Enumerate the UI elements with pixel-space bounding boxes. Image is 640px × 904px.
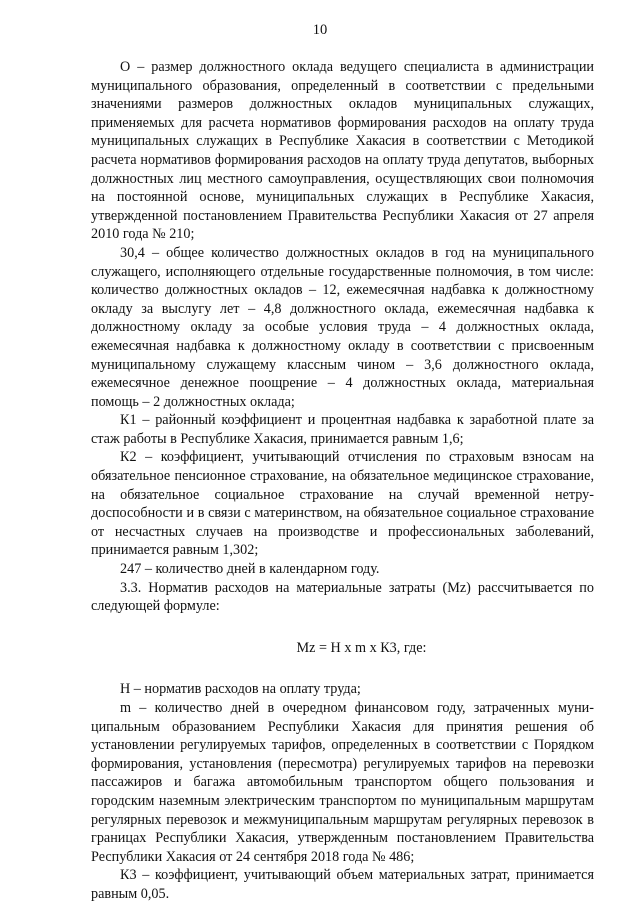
document-body [91, 58, 594, 904]
paragraph-247-definition: 247 – количество дней в календарном году. [120, 561, 380, 578]
paragraph-m-definition: m – количество дней в очередном финансовом году, затраченных муниципальным образованием Республики Хакасия для принятия решения об установлении регулируемых тарифов, определенных в соответствии с Порядком формирования, установления (пересмотра) регулируемых тарифов на перевозки пассажиров и багажа автомобильным транспортом общего пользования и городским наземным электрическим транспортом по муниципальным маршрутам регулярных перевозок и межмуниципальным маршрутам регулярных перевозок в границах Республики Хакасия, утвержденным постановлением Правительства Республики Хакасия от 24 сентября 2018 года № 486; [91, 700, 594, 865]
paragraph-k3-definition: К3 – коэффициент, учитывающий объем материальных затрат, принимается равным 0,05. [91, 867, 594, 902]
paragraph-h-definition: Н – норматив расходов на оплату труда; [120, 681, 361, 698]
paragraph-section-3-3: 3.3. Норматив расходов на материальные затраты (Mz) рассчитывается по следующей формуле: [91, 579, 594, 615]
paragraph-30-4-definition: 30,4 – общее количество должностных окладов в год на муниципального служащего, исполняющего отдельные государственные полномочия, в том числе: количество должностных окладов – 12, ежемесячная надбавка к должностному окладу за выслугу лет – 4,8 должностного оклада, ежемесячная надбавка к должностному окладу за особые условия труда – 4 должностных оклада, ежемесячная надбавка к должностному окладу в соответствии с присвоенным муниципальному служащему классным чином – 3,6 должностного оклада, ежемесячное денежное поощрение – 4 должностных оклада, материальная помощь – 2 должностных оклада; [91, 244, 594, 410]
page-number: 10 [312, 22, 328, 38]
formula-mz: Mz = Н х m х К3, где: [296, 639, 427, 656]
paragraph-k1-definition: К1 – районный коэффициент и процентная надбавка к заработной плате за стаж работы в Республике Хакасия, принимается равным 1,6; [91, 412, 594, 447]
paragraph-o-definition: О – размер должностного оклада ведущего специалиста в администрации муниципального образования, определенный в соответствии с предельными значениями размеров должностных окладов муниципальных служащих, применяемых для расчета нормативов формирования расходов на оплату труда муниципальных служащих в Республике Хакасия в соответствии с Методикой расчета нормативов формирования расходов на оплату труда депутатов, выборных должностных лиц местного самоуправления, осуществляющих свои полномочия на постоянной основе, муниципальных служащих в Республике Хакасия, утвержденной постановлением Правительства Республики Хакасия от 27 апреля 2010 года № 210; [91, 59, 594, 243]
paragraph-k2-definition: К2 – коэффициент, учитывающий отчисления по страховым взносам на обязательное пенсионное страхование, на обязательное медицинское страхование, на обязательное социальное страхование на случай временной нетрудоспособности и в связи с материнством, на обязательное социальное страхование от несчастных случаев на производстве и профессиональных заболеваний, принимается равным 1,302; [91, 449, 594, 559]
